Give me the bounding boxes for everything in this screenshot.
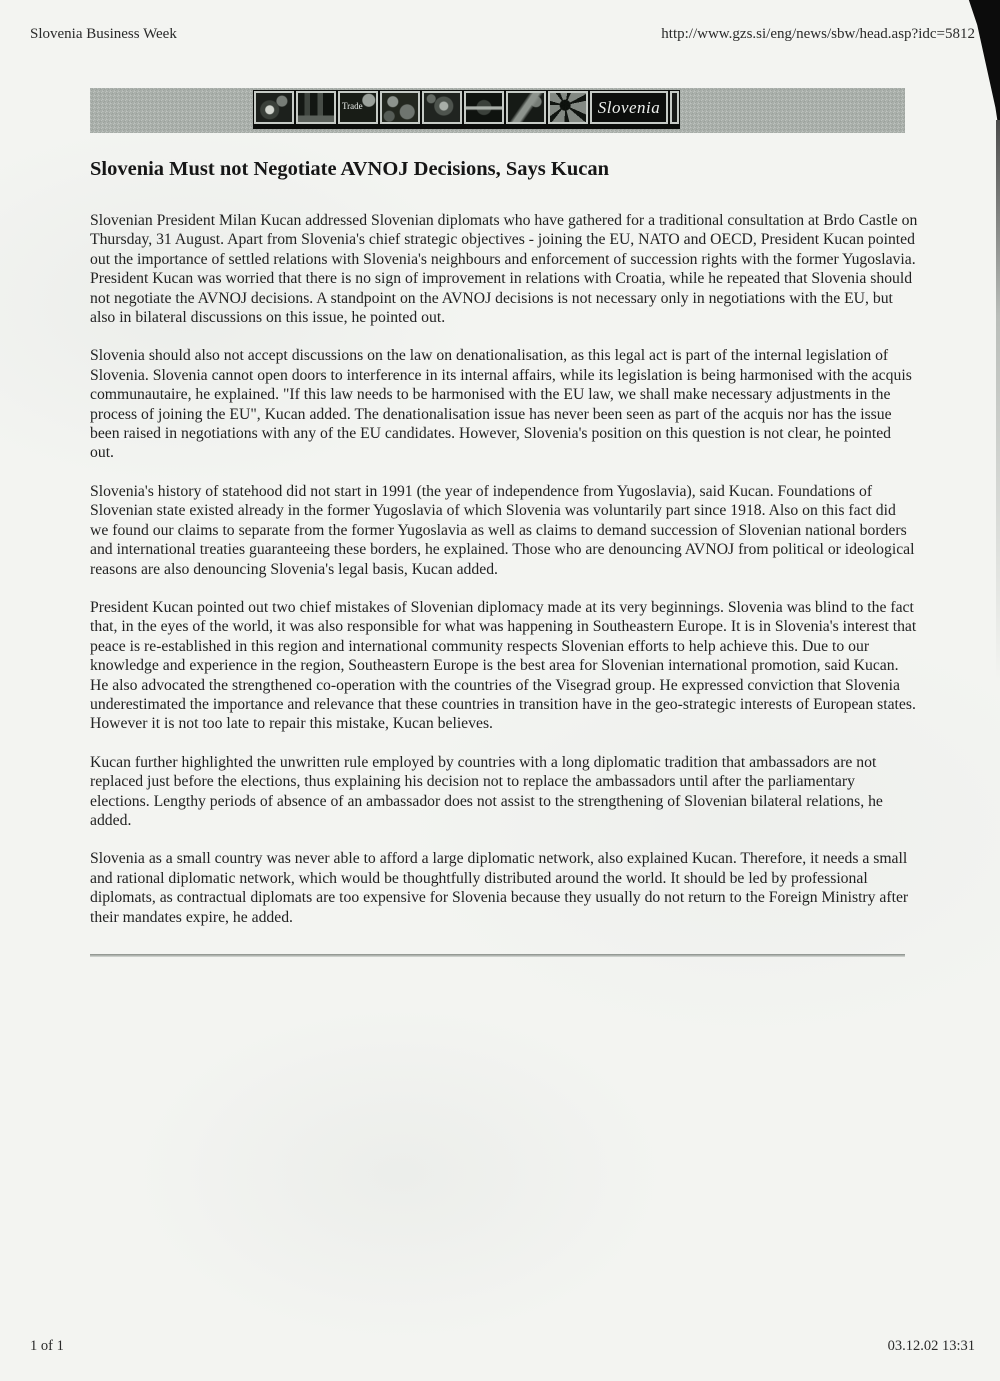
article-paragraph: Slovenia should also not accept discussions on the law on denationalisation, as this legal act is part of the internal legislation of Slovenia. Slovenia cannot open doors to interference in its internal affairs, while its legislation is being harmonised with the acquis communautaire, he explained. "If this law needs to be harmonised with the EU law, we shall make necessary adjustments in the process of joining the EU", Kucan added. The denationalisation issue has never been seen as part of the acquis nor has the issue been raised in negotiations with any of the EU candidates. However, Slovenia's position on this question is not clear, he pointed out. xyxy=(90,347,912,462)
banner-slovenia-label: Slovenia xyxy=(590,91,668,124)
trade-photo-thumbnail xyxy=(338,91,378,124)
article-body xyxy=(90,156,918,957)
banner-end-sliver xyxy=(670,91,679,124)
foliage-photo-thumbnail xyxy=(422,91,462,124)
scan-edge-shadow xyxy=(996,120,1000,680)
print-footer xyxy=(30,1338,975,1355)
article-paragraph: President Kucan pointed out two chief mistakes of Slovenian diplomacy made at its very beginnings. Slovenia was blind to the fact that, in the eyes of the world, it was also responsible for what was happening in Southeastern Europe. It is in Slovenia's interest that peace is re-established in this region and international community respects Slovenian efforts to help achieve this. Due to our knowledge and experience in the region, Southeastern Europe is the best area for Slovenian international promotion, said Kucan. He also advocated the strengthened co-operation with the countries of the Visegrad group. He expressed conviction that Slovenia underestimated the importance and relevance that these countries in transition have in the geo-strategic interests of European states. However it is not too late to repair this mistake, Kucan believes. xyxy=(90,598,917,733)
masthead-banner xyxy=(90,88,905,133)
bridge-photo-thumbnail xyxy=(506,91,546,124)
article-paragraph: Kucan further highlighted the unwritten rule employed by countries with a long diplomatic tradition that ambassadors are not replaced just before the elections, thus explaining his decision not to replace the ambassadors until after the parliamentary elections. Lengthy periods of absence of an ambassador does not assist to the strengthening of Slovenian bilateral relations, he added. xyxy=(90,753,883,829)
article-paragraph: Slovenian President Milan Kucan addressed Slovenian diplomats who have gathered for a traditional consultation at Brdo Castle on Thursday, 31 August. Apart from Slovenia's chief strategic objectives - joining the EU, NATO and OECD, President Kucan pointed out the importance of settled relations with Slovenia's neighbours and enforcement of succession rights with the former Yugoslavia. President Kucan was worried that there is no sign of improvement in relations with Croatia, while he repeated that Slovenia should not negotiate the AVNOJ decisions. A standpoint on the AVNOJ decisions is not necessary only in negotiations with the EU, but also in bilateral discussions on this issue, he pointed out. xyxy=(90,212,918,327)
print-timestamp: 03.12.02 13:31 xyxy=(887,1338,975,1354)
page-number: 1 of 1 xyxy=(30,1338,64,1354)
article-paragraph: Slovenia as a small country was never able to afford a large diplomatic network, also explained Kucan. Therefore, it needs a small and rational diplomatic network, which would be thoughtfully distributed around the world. It should be led by professional diplomats, as contractual diplomats are too expensive for Slovenia because they usually do not return to the Foreign Ministry after their mandates expire, he added. xyxy=(90,850,909,926)
print-header xyxy=(30,26,975,43)
statue-photo-thumbnail xyxy=(380,91,420,124)
scan-corner-artifact xyxy=(962,0,1000,138)
photo-filmstrip xyxy=(253,90,680,129)
airplane-photo-thumbnail xyxy=(464,91,504,124)
ring-photo-thumbnail xyxy=(254,91,294,124)
article-paragraph: Slovenia's history of statehood did not start in 1991 (the year of independence from Yugoslavia), said Kucan. Foundations of Slovenian state existed already in the former Yugoslavia of which Slovenia was voluntarily part since 1918. Also on this fact did we found our claims to separate from the former Yugoslavia as well as claims to demand succession of Slovenian national borders and international treaties guaranteeing these borders, he explained. Those who are denouncing AVNOJ from political or ideological reasons are also denouncing Slovenia's legal basis, Kucan added. xyxy=(90,482,915,578)
page-url: http://www.gzs.si/eng/news/sbw/head.asp?idc=5812 xyxy=(661,26,975,42)
article-title: Slovenia Must not Negotiate AVNOJ Decisions, Says Kucan xyxy=(90,158,609,180)
site-title: Slovenia Business Week xyxy=(30,26,177,42)
starburst-photo-thumbnail xyxy=(548,91,588,124)
trade-caption: Trade xyxy=(342,101,363,111)
footer-divider-rule xyxy=(90,954,905,957)
standing-figures-photo-thumbnail xyxy=(296,91,336,124)
